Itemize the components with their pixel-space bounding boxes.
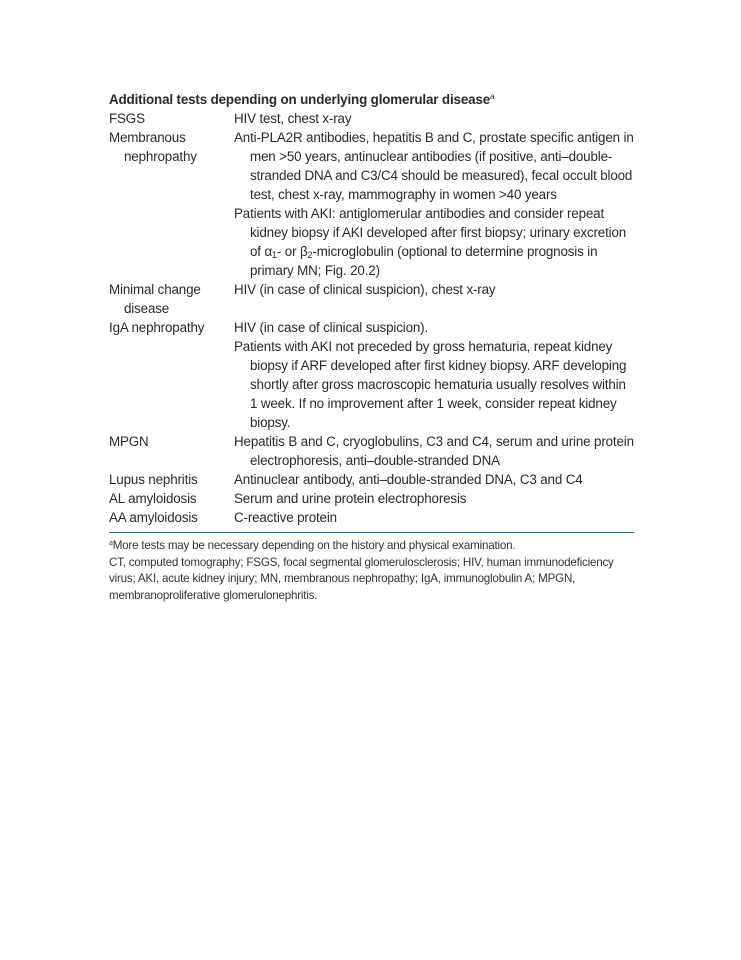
- table-row-lupus-nephritis: [109, 470, 634, 489]
- table-heading-text: Additional tests depending on underlying glomerular disease: [109, 92, 491, 107]
- footnote-note: [109, 538, 634, 555]
- tests-text: Anti-PLA2R antibodies, hepatitis B and C, prostate specific antigen in men >50 years, antinuclear antibodies (if positive, anti–double-stranded DNA and C3/C4 should be measured), fecal occult blood test, chest x-ray, mammography in women >40 years: [234, 130, 634, 202]
- footnote-note-text: More tests may be necessary depending on the history and physical examination.: [112, 539, 516, 552]
- abbreviations-note: CT, computed tomography; FSGS, focal segmental glomerulosclerosis; HIV, human immunodeficiency virus; AKI, acute kidney injury; MN, membranous nephropathy; IgA, immunoglobulin A; MPGN, membranoproliferative glomerulonephritis.: [109, 555, 614, 602]
- aki-note-after: -microglobulin (optional to determine prognosis in primary MN; Fig. 20.2): [250, 244, 598, 278]
- aki-note-middle: - or β: [276, 244, 308, 259]
- tests-cell: [234, 508, 634, 527]
- disease-label: AA amyloidosis: [109, 510, 198, 525]
- tests-cell: [234, 280, 634, 299]
- tests-cell: [234, 432, 634, 470]
- tests-text: Serum and urine protein electrophoresis: [234, 491, 467, 506]
- tests-cell: [234, 109, 634, 128]
- table-row-minimal-change-disease: [109, 280, 634, 318]
- tests-cell: [234, 489, 634, 508]
- footnote-marker: a: [109, 540, 113, 547]
- table-row-fsgs: [109, 109, 634, 128]
- table-bottom-rule: [109, 532, 634, 533]
- alpha-subscript: 1: [272, 250, 277, 260]
- table-heading: [109, 90, 634, 109]
- tests-text: Antinuclear antibody, anti–double-stranded DNA, C3 and C4: [234, 472, 583, 487]
- table-row-iga-nephropathy: [109, 318, 634, 432]
- aki-note: [234, 204, 634, 280]
- tests-text: HIV (in case of clinical suspicion), chest x-ray: [234, 282, 496, 297]
- table-row-aa-amyloidosis: [109, 508, 634, 527]
- tests-text: Patients with AKI not preceded by gross hematuria, repeat kidney biopsy if ARF developed after first kidney biopsy. ARF developing shortly after gross macroscopic hematuria usually resolves within 1 week. If no improvement after 1 week, consider repeat kidney biopsy.: [234, 339, 627, 430]
- disease-label: Membranous nephropathy: [109, 130, 197, 164]
- tests-cell: [234, 128, 634, 280]
- table-row-mpgn: [109, 432, 634, 470]
- table-row-al-amyloidosis: [109, 489, 634, 508]
- disease-label: Lupus nephritis: [109, 472, 198, 487]
- disease-label: Minimal change disease: [109, 282, 201, 316]
- tests-table: [109, 90, 634, 604]
- tests-text: HIV (in case of clinical suspicion).: [234, 320, 429, 335]
- tests-text: HIV test, chest x-ray: [234, 111, 352, 126]
- disease-label: IgA nephropathy: [109, 320, 205, 335]
- disease-label: FSGS: [109, 111, 145, 126]
- table-row-membranous-nephropathy: [109, 128, 634, 280]
- beta-subscript: 2: [307, 250, 313, 260]
- tests-text: C-reactive protein: [234, 510, 337, 525]
- footnote-marker: a: [490, 92, 495, 101]
- tests-cell: [234, 318, 634, 432]
- aki-note-before: Patients with AKI: antiglomerular antibodies and consider repeat kidney biopsy if AKI developed after first biopsy; urinary excretion of α: [234, 206, 627, 259]
- tests-cell: [234, 470, 634, 489]
- disease-label: AL amyloidosis: [109, 491, 197, 506]
- disease-label: MPGN: [109, 434, 149, 449]
- table-footnotes: [109, 538, 634, 604]
- tests-text: Hepatitis B and C, cryoglobulins, C3 and C4, serum and urine protein electrophoresis, anti–double-stranded DNA: [234, 434, 634, 468]
